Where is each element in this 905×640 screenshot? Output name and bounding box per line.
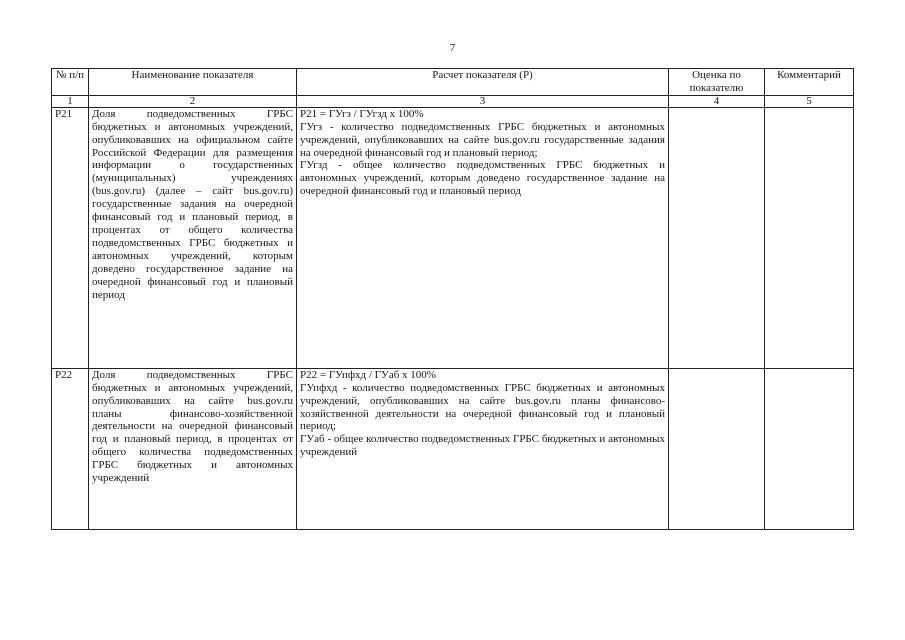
indicator-comment — [765, 368, 854, 529]
indicator-score — [669, 107, 765, 368]
calc-definition: ГУгзд - общее количество подведомственных ГРБС бюджетных и автономных учреждений, которым доведено государственное задание на очередной финансовый год и плановый период — [300, 159, 665, 198]
indicators-table — [51, 68, 854, 530]
header-score: Оценка по показателю — [669, 69, 765, 96]
table-row — [52, 107, 854, 368]
calc-definition: ГУгз - количество подведомственных ГРБС бюджетных и автономных учреждений, опубликовавших на сайте bus.gov.ru государственные задания на очередной финансовый год и плановый период; — [300, 120, 665, 159]
header-row — [52, 69, 854, 96]
indicator-calc — [297, 107, 669, 368]
column-number: 4 — [669, 95, 765, 107]
header-num: № п/п — [52, 69, 89, 96]
header-name: Наименование показателя — [89, 69, 297, 96]
column-number-row — [52, 95, 854, 107]
column-number: 1 — [52, 95, 89, 107]
indicator-score — [669, 368, 765, 529]
column-number: 2 — [89, 95, 297, 107]
indicator-comment — [765, 107, 854, 368]
calc-formula: Р21 = ГУгз / ГУгзд х 100% — [300, 107, 424, 120]
column-number: 3 — [297, 95, 669, 107]
page-number: 7 — [449, 42, 456, 54]
indicator-code: Р22 — [52, 368, 89, 529]
calc-definition: ГУаб - общее количество подведомственных ГРБС бюджетных и автономных учреждений — [300, 433, 665, 459]
header-comment: Комментарий — [765, 69, 854, 96]
indicator-name: Доля подведомственных ГРБС бюджетных и автономных учреждений, опубликовавших на сайте bus.gov.ru планы финансово-хозяйственной деятельности на очередной финансовый год и плановый период, в процентах от общего количества подведомственных ГРБС бюджетных и автономных учреждений — [89, 368, 297, 529]
header-calc: Расчет показателя (Р) — [297, 69, 669, 96]
calc-definition: ГУпфхд - количество подведомственных ГРБС бюджетных и автономных учреждений, опубликовавших на сайте bus.gov.ru планы финансово-хозяйственной деятельности на очередной финансовый год и плановый период; — [300, 381, 665, 433]
calc-formula: Р22 = ГУпфхд / ГУаб х 100% — [300, 368, 436, 381]
table-row — [52, 368, 854, 529]
column-number: 5 — [765, 95, 854, 107]
indicator-name: Доля подведомственных ГРБС бюджетных и автономных учреждений, опубликовавших на официальном сайте Российской Федерации для размещения информации о государственных (муниципальных) учреждениях (bus.gov.ru) (далее – сайт bus.gov.ru) государственные задания на очередной финансовый год и плановый период, в процентах от общего количества подведомственных ГРБС бюджетных и автономных учреждений, которым доведено государственное задание на очередной финансовый год и плановый период — [89, 107, 297, 368]
indicator-code: Р21 — [52, 107, 89, 368]
indicator-calc — [297, 368, 669, 529]
